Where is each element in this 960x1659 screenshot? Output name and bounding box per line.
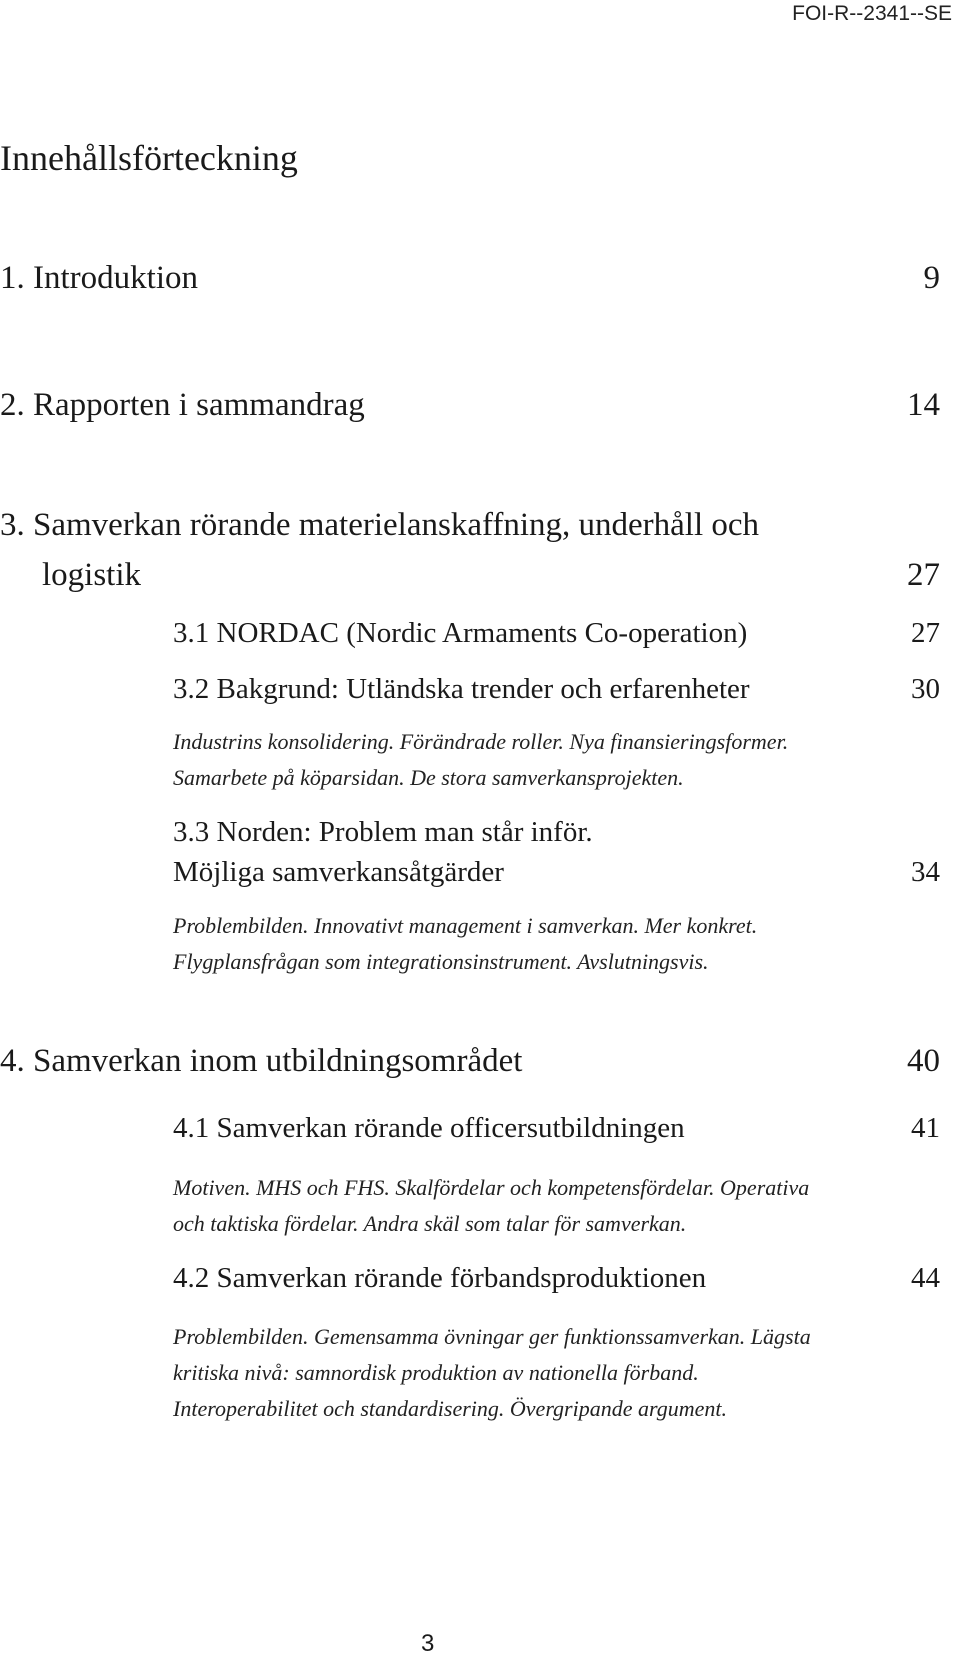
toc-page-4: 40 [907,1043,940,1079]
toc-subtopics-4-1-line1: Motiven. MHS och FHS. Skalfördelar och kompetensfördelar. Operativa [173,1175,810,1200]
toc-entry-3[interactable]: 3. Samverkan rörande materielanskaffning, underhåll och [0,507,760,543]
toc-subtopics-4-2-line3: Interoperabilitet och standardisering. Övergripande argument. [173,1396,728,1421]
toc-subtopics-4-2-line1: Problembilden. Gemensamma övningar ger funktionssamverkan. Lägsta [173,1324,811,1349]
toc-heading: Innehållsförteckning [0,138,298,178]
toc-subtopics-4-1-line2: och taktiska fördelar. Andra skäl som talar för samverkan. [173,1211,687,1236]
toc-subtopics-3-2-line1: Industrins konsolidering. Förändrade roller. Nya finansieringsformer. [173,729,789,754]
toc-entry-4-1[interactable]: 4.1 Samverkan rörande officersutbildningen [173,1112,685,1144]
toc-entry-3-2[interactable]: 3.2 Bakgrund: Utländska trender och erfarenheter [173,673,750,705]
toc-entry-4-2[interactable]: 4.2 Samverkan rörande förbandsproduktionen [173,1262,707,1294]
toc-subtopics-3-2-line2: Samarbete på köparsidan. De stora samverkansprojekten. [173,765,684,790]
toc-page-3-3: 34 [911,856,940,888]
toc-entry-1[interactable]: 1. Introduktion [0,260,198,296]
toc-page-3: 27 [907,557,940,593]
toc-entry-3-cont[interactable]: logistik [42,557,142,593]
report-id: FOI-R--2341--SE [792,2,952,25]
toc-subtopics-4-2-line2: kritiska nivå: samnordisk produktion av nationella förband. [173,1360,699,1385]
toc-entry-3-1[interactable]: 3.1 NORDAC (Nordic Armaments Co-operation) [173,617,748,649]
toc-entry-2[interactable]: 2. Rapporten i sammandrag [0,387,365,423]
toc-page-1: 9 [923,260,940,296]
toc-page-2: 14 [907,387,940,423]
toc-page-3-1: 27 [911,617,940,649]
toc-entry-3-3-cont[interactable]: Möjliga samverkansåtgärder [173,856,504,888]
toc-entry-3-3[interactable]: 3.3 Norden: Problem man står inför. [173,816,593,848]
toc-page-4-2: 44 [911,1262,940,1294]
toc-subtopics-3-3-line2: Flygplansfrågan som integrationsinstrument. Avslutningsvis. [173,949,709,974]
toc-entry-4[interactable]: 4. Samverkan inom utbildningsområdet [0,1043,523,1079]
toc-page-4-1: 41 [911,1112,940,1144]
page-number: 3 [421,1630,435,1657]
toc-page-3-2: 30 [911,673,940,705]
toc-subtopics-3-3-line1: Problembilden. Innovativt management i samverkan. Mer konkret. [173,913,758,938]
